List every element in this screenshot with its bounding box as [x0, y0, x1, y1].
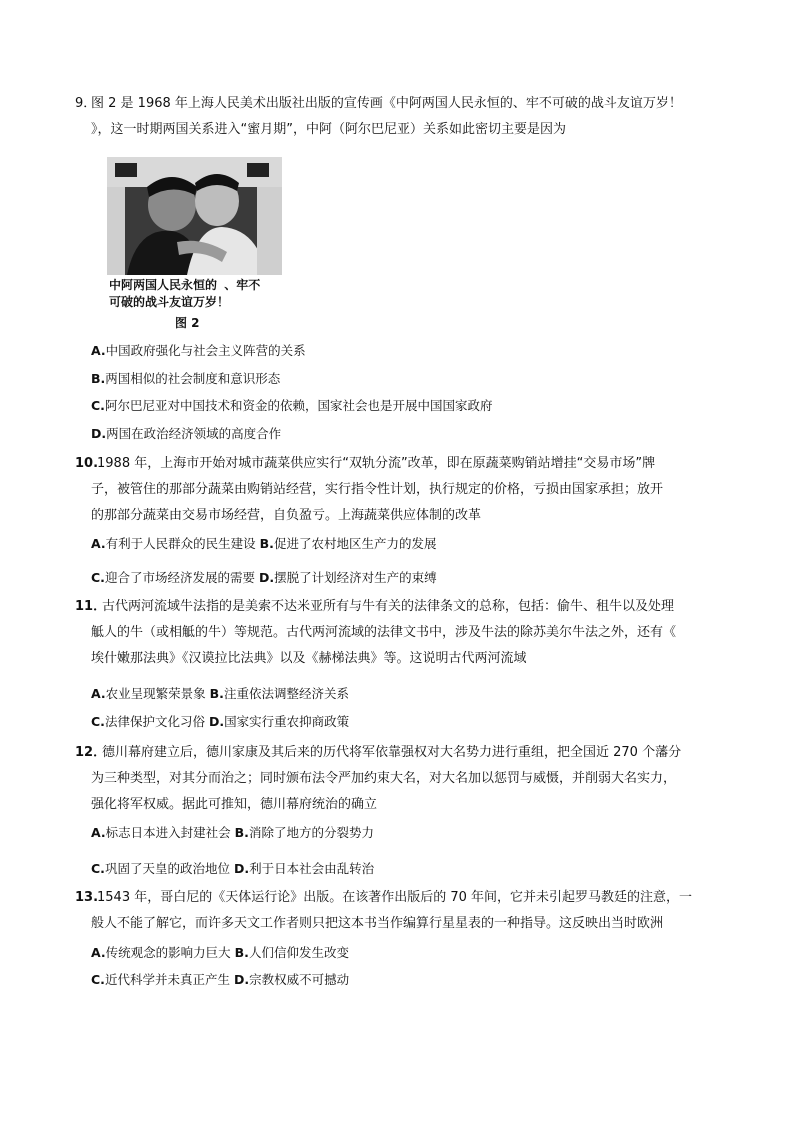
option-row-cd: C.法律保护文化习俗 D.国家实行重农抑商政策	[91, 714, 350, 729]
option-row-ab: A.有利于人民群众的民生建设 B.促进了农村地区生产力的发展	[91, 536, 437, 551]
question-stem-line: 1543 年，哥白尼的《天体运行论》出版。在该著作出版后的 70 年间，它并未引起罗马教廷的注意，一	[97, 890, 693, 905]
option-a: A.中国政府强化与社会主义阵营的关系	[91, 343, 306, 358]
option-row-cd: C.近代科学并未真正产生 D.宗教权威不可撼动	[91, 972, 350, 987]
question-stem-line: 图 2 是 1968 年上海人民美术出版社出版的宣传画《中阿两国人民永恒的、牢不可破的战斗友谊万岁！	[91, 96, 682, 111]
option-row-cd: C.迎合了市场经济发展的需要 D.摆脱了计划经济对生产的束缚	[91, 570, 437, 585]
question-stem-line: 为三种类型，对其分而治之；同时颁布法令严加约束大名，对大名加以惩罚与威慑，并削弱大名实力，	[91, 771, 677, 786]
option-c: C.阿尔巴尼亚对中国技术和资金的依赖，国家社会也是开展中国国家政府	[91, 398, 493, 413]
propaganda-poster-figure	[107, 157, 285, 330]
option-b: B.两国相似的社会制度和意识形态	[91, 371, 281, 386]
option-d: D.两国在政治经济领域的高度合作	[91, 426, 282, 441]
question-stem-line: 强化将军权威。据此可推知，德川幕府统治的确立	[91, 797, 378, 812]
poster-illustration-icon	[107, 157, 282, 275]
question-stem-line: 古代两河流域牛法指的是美索不达米亚所有与牛有关的法律条文的总称，包括：偷牛、租牛以及处理	[102, 599, 675, 614]
option-row-ab: A.农业呈现繁荣景象 B.注重依法调整经济关系	[91, 686, 349, 701]
question-number: 10.	[75, 456, 99, 471]
question-stem-line: 般人不能了解它，而许多天文工作者则只把这本书当作编算行星星表的一种指导。这反映出当时欧洲	[91, 916, 664, 931]
poster-caption-line: 可破的战斗友谊万岁！	[109, 295, 230, 309]
question-stem-line: 的那部分蔬菜由交易市场经营，自负盈亏。上海蔬菜供应体制的改革	[91, 508, 482, 523]
question-stem-line: 子，被管住的那部分蔬菜由购销站经营，实行指令性计划，执行规定的价格，亏损由国家承担；放开	[91, 482, 664, 497]
question-stem-line: 德川幕府建立后，德川家康及其后来的历代将军依靠强权对大名势力进行重组，把全国近 270 个藩分	[102, 745, 682, 760]
poster-caption-line: 中阿两国人民永恒的 、牢不	[109, 278, 261, 292]
figure-label: 图 2	[175, 316, 200, 330]
question-number: 13.	[75, 890, 99, 905]
question-stem-line: 埃什嫩那法典》《汉谟拉比法典》以及《赫梯法典》等。这说明古代两河流域	[91, 651, 527, 666]
question-stem-line: 1988 年，上海市开始对城市蔬菜供应实行“双轨分流”改革，即在原蔬菜购销站增挂“交易市场”牌	[97, 456, 656, 471]
question-number: 9．	[75, 96, 97, 111]
question-number: 11．	[75, 599, 107, 614]
poster-caption	[109, 277, 285, 311]
poster-image	[107, 157, 282, 275]
option-row-ab: A.标志日本进入封建社会 B.消除了地方的分裂势力	[91, 825, 374, 840]
option-row-cd: C.巩固了天皇的政治地位 D.利于日本社会由乱转治	[91, 861, 375, 876]
option-row-ab: A.传统观念的影响力巨大 B.人们信仰发生改变	[91, 945, 349, 960]
question-number: 12．	[75, 745, 107, 760]
question-stem-line: 觝人的牛（或相觝的牛）等规范。古代两河流域的法律文书中，涉及牛法的除苏美尔牛法之外，还有《	[91, 625, 677, 640]
question-stem-line: 》，这一时期两国关系进入“蜜月期”，中阿（阿尔巴尼亚）关系如此密切主要是因为	[91, 122, 566, 137]
